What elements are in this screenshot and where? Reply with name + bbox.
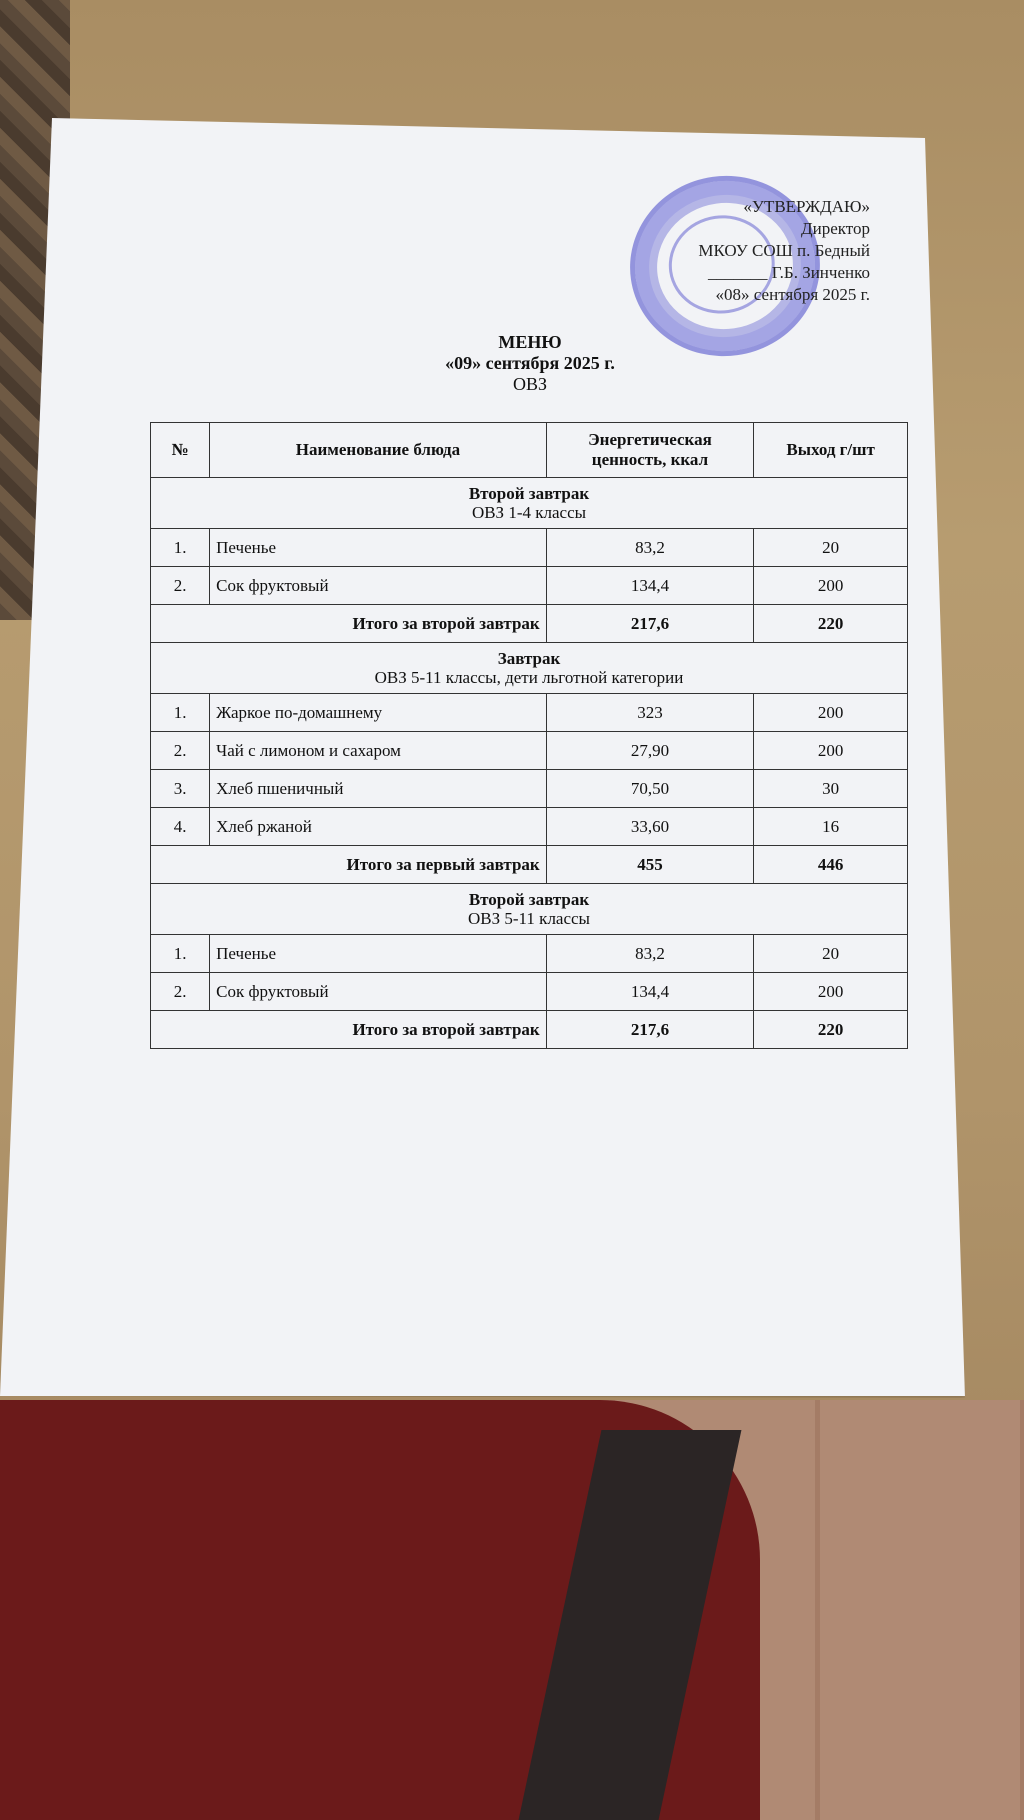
row-num: 1. [151,529,210,567]
row-dish: Жаркое по-домашнему [210,694,547,732]
row-dish: Печенье [210,935,547,973]
section-title: Второй завтрак [468,484,590,503]
total-output: 220 [754,1011,908,1049]
row-kcal: 70,50 [546,770,754,808]
table-header-row [151,423,908,478]
row-output: 20 [754,935,908,973]
row-output: 200 [754,973,908,1011]
row-num: 4. [151,808,210,846]
row-num: 1. [151,694,210,732]
total-row [151,846,908,884]
row-num: 2. [151,973,210,1011]
table-row [151,808,908,846]
row-dish: Хлеб пшеничный [210,770,547,808]
approval-position: Директор [801,219,870,238]
section-title: Второй завтрак [468,890,590,909]
row-output: 200 [754,567,908,605]
approval-signature: _______ Г.Б. Зинченко [708,263,870,282]
row-num: 2. [151,567,210,605]
total-label: Итого за второй завтрак [151,1011,547,1049]
row-output: 30 [754,770,908,808]
total-row [151,605,908,643]
row-num: 1. [151,935,210,973]
header-num: № [151,423,210,478]
row-kcal: 83,2 [546,529,754,567]
header-kcal: Энергетическая ценность, ккал [546,423,754,478]
total-label: Итого за первый завтрак [151,846,547,884]
menu-title-block [370,332,690,395]
row-dish: Сок фруктовый [210,973,547,1011]
approval-date: «08» сентября 2025 г. [715,285,870,304]
table-row [151,935,908,973]
row-kcal: 27,90 [546,732,754,770]
row-dish: Чай с лимоном и сахаром [210,732,547,770]
row-kcal: 134,4 [546,567,754,605]
total-output: 220 [754,605,908,643]
total-kcal: 455 [546,846,754,884]
table-row [151,973,908,1011]
row-dish: Печенье [210,529,547,567]
total-kcal: 217,6 [546,605,754,643]
section-subtitle: ОВЗ 1-4 классы [471,503,587,522]
menu-date: «09» сентября 2025 г. [445,353,615,373]
table-row [151,770,908,808]
row-num: 3. [151,770,210,808]
section-header [151,884,908,935]
table-row [151,732,908,770]
approval-school: МКОУ СОШ п. Бедный [698,241,870,260]
table-row [151,694,908,732]
section-subtitle: ОВЗ 5-11 классы [468,909,590,928]
row-output: 20 [754,529,908,567]
table-row [151,567,908,605]
menu-category: ОВЗ [512,374,548,394]
row-kcal: 33,60 [546,808,754,846]
approval-block [580,196,870,306]
total-output: 446 [754,846,908,884]
row-dish: Сок фруктовый [210,567,547,605]
approval-heading: «УТВЕРЖДАЮ» [743,197,870,216]
row-kcal: 323 [546,694,754,732]
table-row [151,529,908,567]
row-dish: Хлеб ржаной [210,808,547,846]
header-name: Наименование блюда [210,423,547,478]
total-label: Итого за второй завтрак [151,605,547,643]
menu-table [150,422,908,1049]
total-kcal: 217,6 [546,1011,754,1049]
row-output: 200 [754,732,908,770]
section-header [151,643,908,694]
row-num: 2. [151,732,210,770]
row-output: 16 [754,808,908,846]
menu-title: МЕНЮ [498,332,562,352]
section-subtitle: ОВЗ 5-11 классы, дети льготной категории [374,668,684,687]
row-kcal: 83,2 [546,935,754,973]
row-output: 200 [754,694,908,732]
header-output: Выход г/шт [754,423,908,478]
section-title: Завтрак [497,649,561,668]
total-row [151,1011,908,1049]
row-kcal: 134,4 [546,973,754,1011]
section-header [151,478,908,529]
